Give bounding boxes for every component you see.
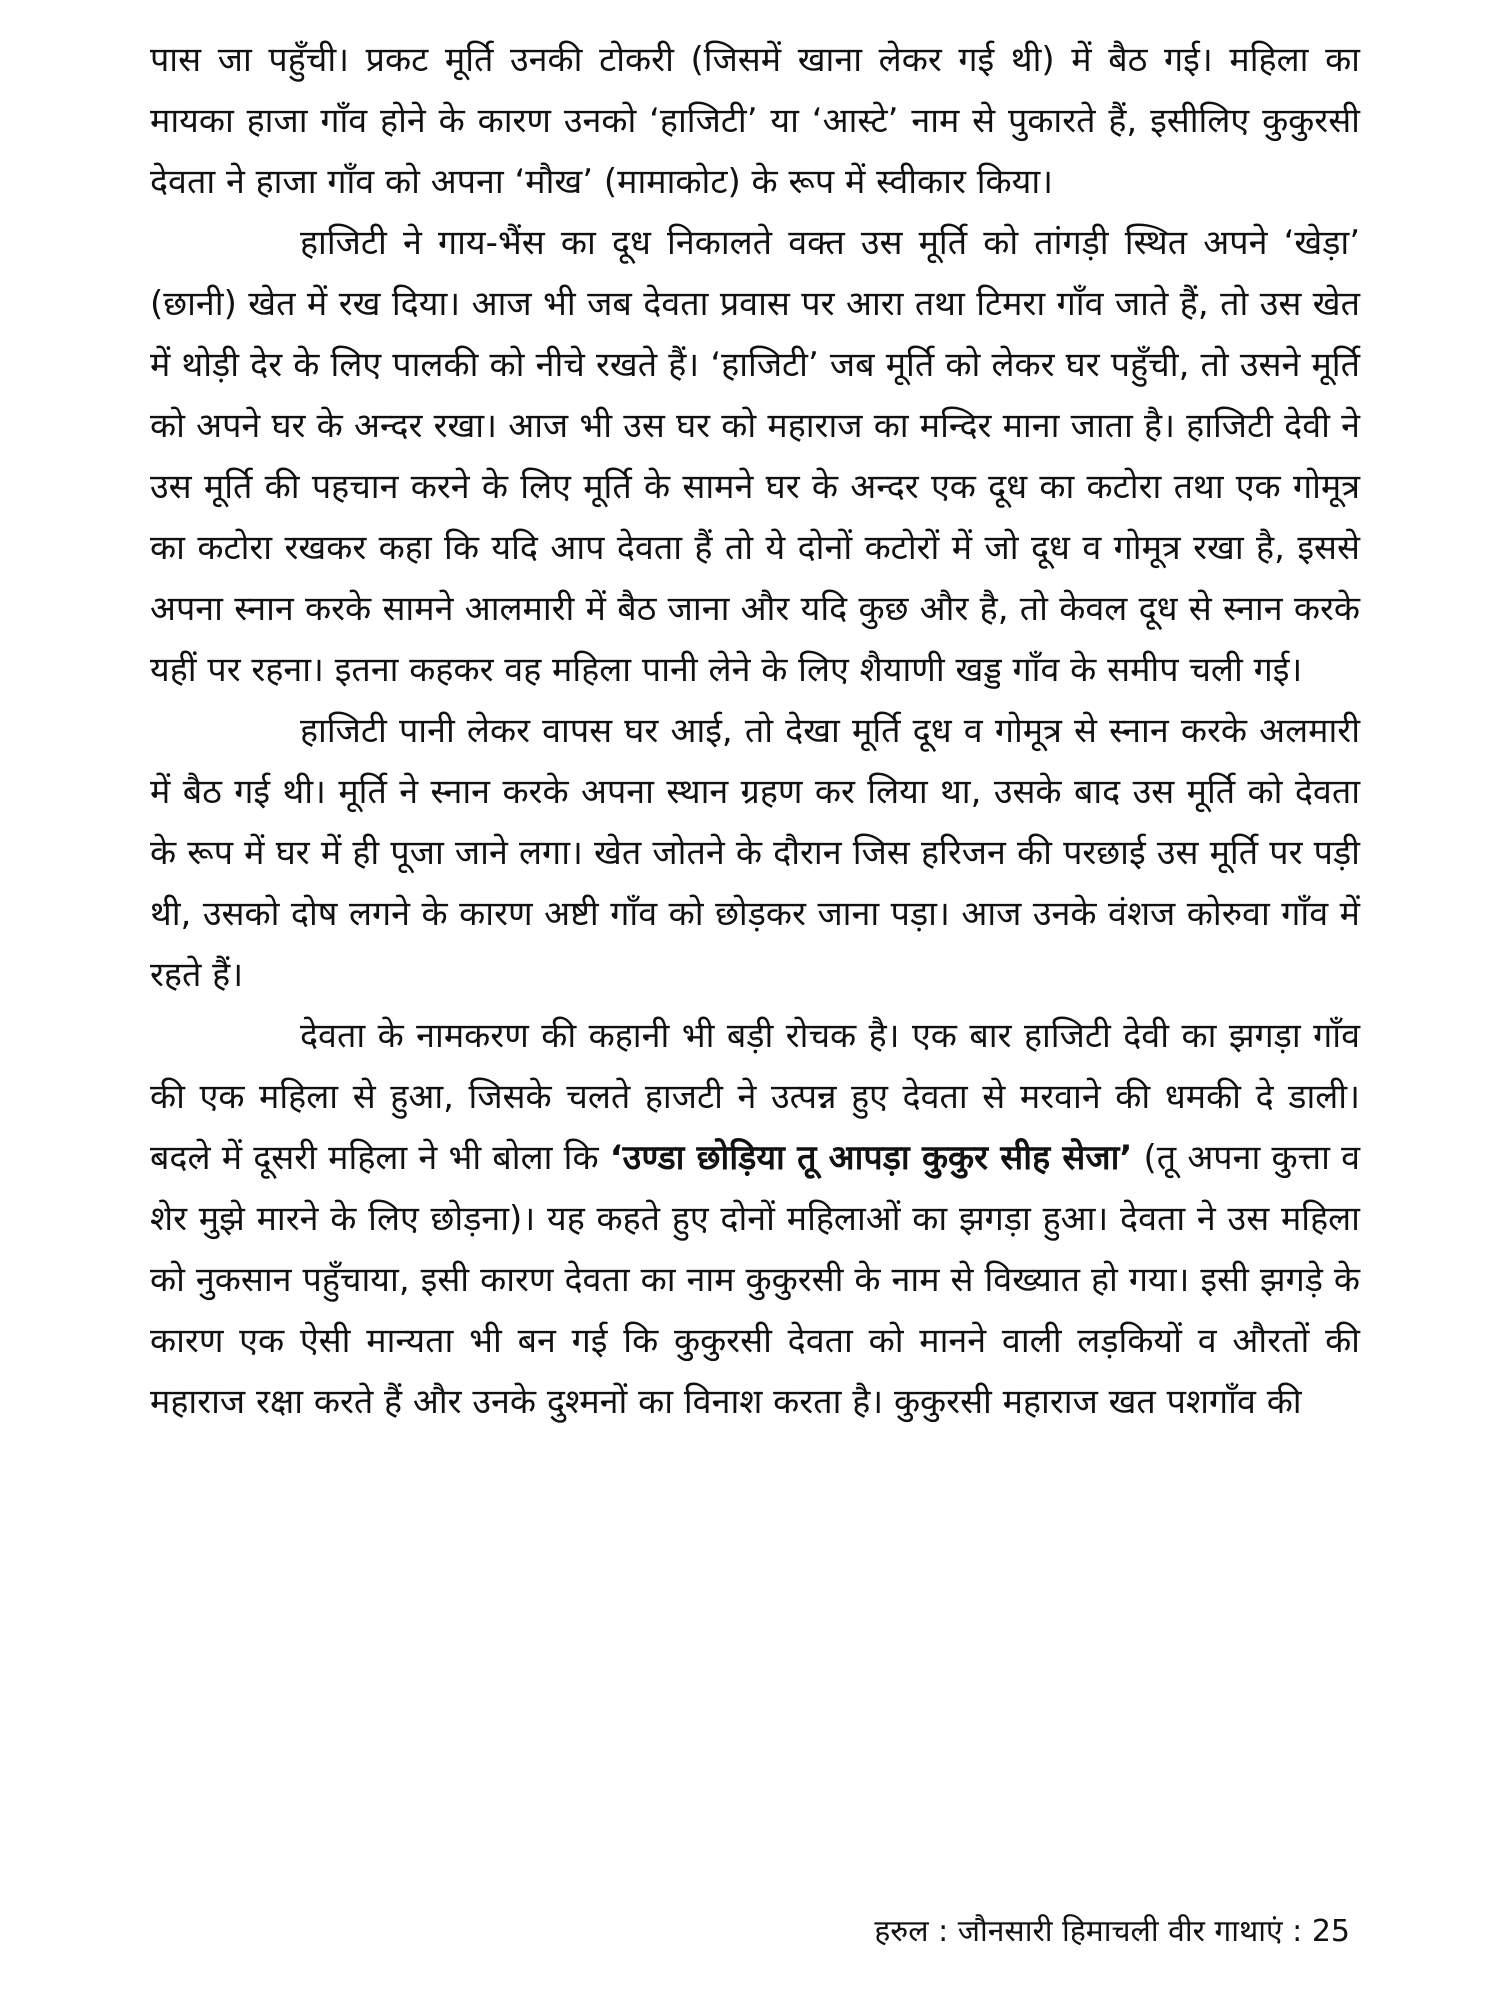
paragraph-2 [150,213,1360,701]
paragraph-4 [150,1006,1360,1433]
paragraph-4-text-after: (तू अपना कुत्ता व शेर मुझे मारने के लिए छोड़ना)। यह कहते हुए दोनों महिलाओं का झगड़ा हुआ। देवता ने उस महिला को नुकसान पहुँचाया, इसी कारण देवता का नाम कुकुरसी के नाम से विख्यात हो गया। इसी झगड़े के कारण एक ऐसी मान्यता भी बन गई कि कुकुरसी देवता को मानने वाली लड़कियों व औरतों की महाराज रक्षा करते हैं और उनके दुश्मनों का विनाश करता है। कुकुरसी महाराज खत पशगाँव की [150,1138,1360,1422]
footer-separator: : [1292,1914,1312,1949]
paragraph-3 [150,701,1360,1006]
paragraph-3-text: हाजिटी पानी लेकर वापस घर आई, तो देखा मूर्ति दूध व गोमूत्र से स्नान करके अलमारी में बैठ गई थी। मूर्ति ने स्नान करके अपना स्थान ग्रहण कर लिया था, उसके बाद उस मूर्ति को देवता के रूप में घर में ही पूजा जाने लगा। खेत जोतने के दौरान जिस हरिजन की परछाई उस मूर्ति पर पड़ी थी, उसको दोष लगने के कारण अष्टी गाँव को छोड़कर जाना पड़ा। आज उनके वंशज कोरुवा गाँव में रहते हैं। [150,711,1360,995]
body-text [150,30,1360,1433]
paragraph-2-text: हाजिटी ने गाय-भैंस का दूध निकालते वक्त उस मूर्ति को तांगड़ी स्थित अपने ‘खेड़ा’ (छानी) खेत में रख दिया। आज भी जब देवता प्रवास पर आरा तथा टिमरा गाँव जाते हैं, तो उस खेत में थोड़ी देर के लिए पालकी को नीचे रखते हैं। ‘हाजिटी’ जब मूर्ति को लेकर घर पहुँची, तो उसने मूर्ति को अपने घर के अन्दर रखा। आज भी उस घर को महाराज का मन्दिर माना जाता है। हाजिटी देवी ने उस मूर्ति की पहचान करने के लिए मूर्ति के सामने घर के अन्दर एक दूध का कटोरा तथा एक गोमूत्र का कटोरा रखकर कहा कि यदि आप देवता हैं तो ये दोनों कटोरों में जो दूध व गोमूत्र रखा है, इससे अपना स्नान करके सामने आलमारी में बैठ जाना और यदि कुछ और है, तो केवल दूध से स्नान करके यहीं पर रहना। इतना कहकर वह महिला पानी लेने के लिए शैयाणी खड्ड गाँव के समीप चली गई। [150,223,1360,690]
bold-quote: ‘उण्डा छोड़िया तू आपड़ा कुकुर सीह सेजा’ [609,1138,1133,1178]
page-number: 25 [1311,1914,1350,1949]
paragraph-1 [150,30,1360,213]
paragraph-1-text: पास जा पहुँची। प्रकट मूर्ति उनकी टोकरी (जिसमें खाना लेकर गई थी) में बैठ गई। महिला का मायका हाजा गाँव होने के कारण उनको ‘हाजिटी’ या ‘आस्टे’ नाम से पुकारते हैं, इसीलिए कुकुरसी देवता ने हाजा गाँव को अपना ‘मौख’ (मामाकोट) के रूप में स्वीकार किया। [150,40,1360,202]
footer-book-title: हरुल : जौनसारी हिमाचली वीर गाथाएं [874,1914,1283,1949]
page-footer [874,1912,1350,1952]
paragraph-4-text-before: देवता के नामकरण की कहानी भी बड़ी रोचक है। एक बार हाजिटी देवी का झगड़ा गाँव की एक महिला से हुआ, जिसके चलते हाजटी ने उत्पन्न हुए देवता से मरवाने की धमकी दे डाली। बदले में दूसरी महिला ने भी बोला कि [150,1016,1360,1178]
